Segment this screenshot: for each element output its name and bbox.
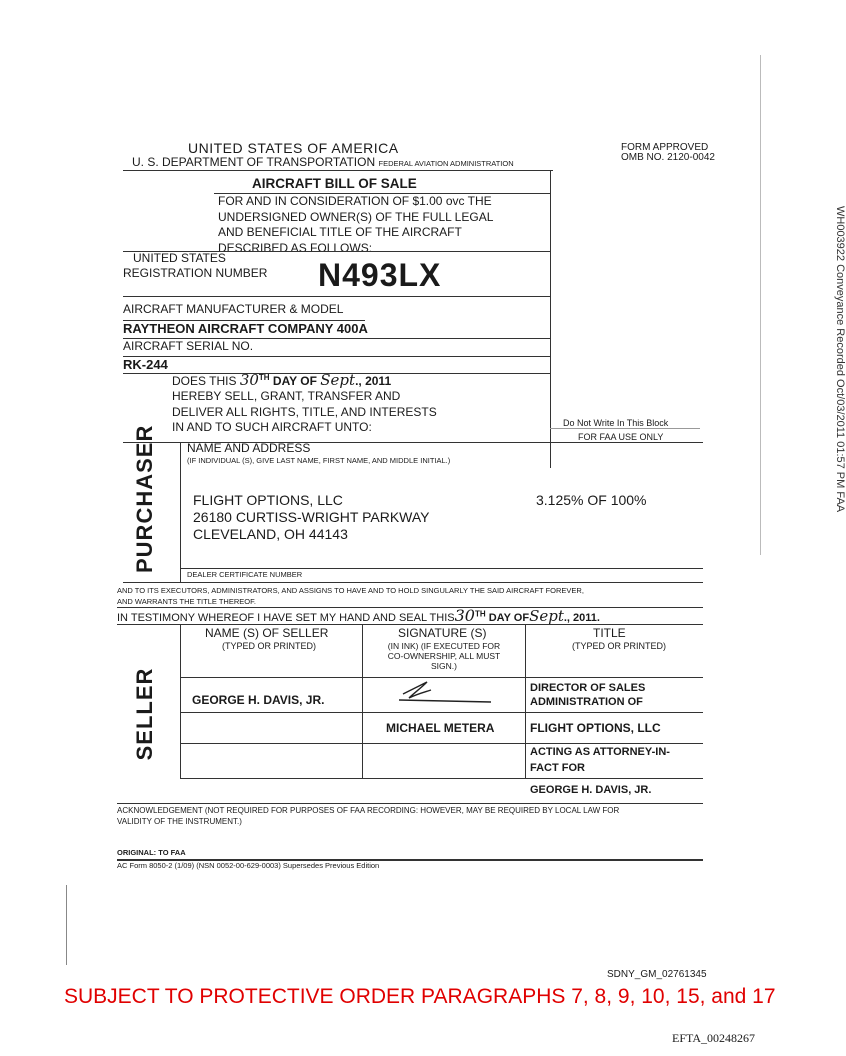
- rule-under-serial-label: [123, 356, 550, 357]
- seller-row-rule: [180, 778, 703, 779]
- seller-title-line-2: ADMINISTRATION OF: [530, 696, 643, 708]
- agency-name: FEDERAL AVIATION ADMINISTRATION: [378, 159, 514, 168]
- recorded-stamp: WH003922 Conveyance Recorded Oct/03/2011 01:57 PM FAA: [834, 206, 846, 513]
- consideration-line: UNDERSIGNED OWNER(S) OF THE FULL LEGAL: [218, 209, 494, 224]
- protective-order-notice: SUBJECT TO PROTECTIVE ORDER PARAGRAPHS 7, 8, 9, 10, 15, and 17: [64, 985, 776, 1008]
- purchaser-name-hint: (IF INDIVIDUAL (S), GIVE LAST NAME, FIRST NAME, AND MIDDLE INITIAL.): [187, 456, 451, 465]
- form-number-footer: AC Form 8050-2 (1/09) (NSN 0052-00-629-0003) Supersedes Previous Edition: [117, 861, 380, 870]
- registration-label-2: REGISTRATION NUMBER: [123, 266, 268, 280]
- rule-top: [123, 170, 553, 171]
- signature-sub-line: CO-OWNERSHIP, ALL MUST: [387, 651, 501, 661]
- faa-block-line-2: FOR FAA USE ONLY: [578, 432, 664, 442]
- rule-faa-block: [550, 428, 700, 429]
- ownership-share: 3.125% OF 100%: [536, 492, 647, 508]
- testimony-prefix: IN TESTIMONY WHEREOF I HAVE SET MY HAND AND SEAL THIS: [117, 612, 455, 624]
- seller-title-line-6: GEORGE H. DAVIS, JR.: [530, 784, 652, 796]
- handwritten-day: 30: [239, 371, 259, 389]
- form-title: AIRCRAFT BILL OF SALE: [252, 176, 417, 191]
- does-this-prefix: DOES THIS: [172, 374, 237, 388]
- efta-number: EFTA_00248267: [672, 1031, 756, 1045]
- department-line: [132, 156, 514, 170]
- seller-row-rule: [180, 743, 703, 744]
- consideration-line: FOR AND IN CONSIDERATION OF $1.00 ovc THE: [218, 194, 492, 208]
- signature-sub-line: (IN INK) (IF EXECUTED FOR: [387, 641, 501, 651]
- does-this-line: [172, 372, 391, 389]
- form-approved: FORM APPROVED: [621, 142, 709, 153]
- manufacturer-value: RAYTHEON AIRCRAFT COMPANY 400A: [123, 321, 368, 336]
- omb-number: OMB NO. 2120-0042: [621, 152, 715, 163]
- rule-above-manufacturer: [123, 296, 550, 297]
- seller-title-line-3: FLIGHT OPTIONS, LLC: [530, 721, 661, 735]
- scan-edge-left: [66, 885, 67, 965]
- country-heading: UNITED STATES OF AMERICA: [188, 140, 399, 156]
- handwritten-day: 30: [454, 606, 475, 625]
- seller-title-line-4: ACTING AS ATTORNEY-IN-: [530, 746, 670, 758]
- sell-line: DELIVER ALL RIGHTS, TITLE, AND INTERESTS: [172, 404, 437, 419]
- handwritten-signature: [395, 680, 495, 708]
- faa-block-line-1: Do Not Write In This Block: [563, 418, 669, 428]
- rule-seller-col-1: [180, 624, 181, 778]
- acknowledgement-line-1: ACKNOWLEDGEMENT (NOT REQUIRED FOR PURPOSES OF FAA RECORDING: HOWEVER, MAY BE REQUIRED BY LOCAL LAW FOR: [117, 806, 620, 815]
- rule-seller-col-3: [525, 624, 526, 778]
- seller-col-name-sub: (TYPED OR PRINTED): [222, 641, 317, 651]
- serial-value: RK-244: [123, 357, 168, 372]
- testimony-line: [117, 607, 600, 625]
- rule-dealer: [180, 568, 703, 569]
- seller-col-name-title: NAME (S) OF SELLER: [205, 626, 329, 640]
- seller-col-signature-sub: [370, 641, 518, 671]
- rule-vertical-right: [550, 170, 551, 468]
- sell-line: HEREBY SELL, GRANT, TRANSFER AND: [172, 389, 401, 403]
- seller-col-signature-title: SIGNATURE (S): [398, 626, 487, 640]
- purchaser-side-label: PURCHASER: [132, 424, 157, 573]
- rule-above-acknowledgement: [117, 803, 703, 804]
- sell-line: IN AND TO SUCH AIRCRAFT UNTO:: [172, 420, 372, 434]
- rule-under-dealer: [123, 582, 703, 583]
- seller-name: GEORGE H. DAVIS, JR.: [192, 693, 325, 707]
- serial-label: AIRCRAFT SERIAL NO.: [123, 339, 254, 353]
- acknowledgement-line-2: VALIDITY OF THE INSTRUMENT.): [117, 817, 242, 826]
- assigns-line-1: AND TO ITS EXECUTORS, ADMINISTRATORS, AND ASSIGNS TO HAVE AND TO HOLD SINGULARLY THE SAID AIRCRAFT FOREVER,: [117, 586, 584, 595]
- consideration-text: [218, 194, 493, 256]
- seller-col-title-sub: (TYPED OR PRINTED): [572, 641, 667, 651]
- th-suffix: TH: [474, 609, 486, 619]
- seller-side-label: SELLER: [132, 667, 157, 761]
- seller-signer-name: MICHAEL METERA: [386, 721, 495, 735]
- registration-number: N493LX: [318, 257, 442, 293]
- handwritten-month: Sept: [529, 607, 564, 625]
- seller-title-line-5: FACT FOR: [530, 762, 585, 774]
- consideration-line: AND BENEFICIAL TITLE OF THE AIRCRAFT: [218, 225, 462, 239]
- sale-year: ., 2011: [355, 374, 392, 388]
- dealer-certificate-label: DEALER CERTIFICATE NUMBER: [187, 570, 303, 579]
- sell-text: [172, 389, 437, 436]
- purchaser-name-label: NAME AND ADDRESS: [187, 441, 311, 455]
- rule-under-testimony: [117, 624, 703, 625]
- seller-row-rule: [180, 677, 703, 678]
- th-suffix: TH: [258, 373, 270, 382]
- department-name: U. S. DEPARTMENT OF TRANSPORTATION: [132, 155, 376, 169]
- rule-purchaser-left: [180, 442, 181, 582]
- original-to-faa: ORIGINAL: TO FAA: [117, 848, 186, 857]
- assigns-line-2: AND WARRANTS THE TITLE THEREOF.: [117, 597, 256, 606]
- day-of-label: DAY OF: [488, 612, 530, 624]
- day-of-label: DAY OF: [272, 374, 317, 388]
- signature-sub-line: SIGN.): [431, 661, 457, 671]
- handwritten-month: Sept: [320, 371, 356, 389]
- consideration-line: DESCRIBED AS FOLLOWS:: [218, 240, 373, 255]
- seller-row-rule: [180, 712, 703, 713]
- purchaser-street: 26180 CURTISS-WRIGHT PARKWAY: [193, 509, 430, 525]
- registration-label-1: UNITED STATES: [133, 251, 226, 265]
- seller-title-line-1: DIRECTOR OF SALES: [530, 682, 646, 694]
- purchaser-name: FLIGHT OPTIONS, LLC: [193, 492, 343, 508]
- seller-col-title-title: TITLE: [593, 626, 626, 640]
- rule-seller-col-2: [362, 624, 363, 778]
- testimony-year: ., 2011.: [563, 612, 600, 624]
- manufacturer-label: AIRCRAFT MANUFACTURER & MODEL: [123, 302, 344, 316]
- purchaser-city: CLEVELAND, OH 44143: [193, 526, 348, 542]
- bates-number: SDNY_GM_02761345: [607, 969, 707, 980]
- scan-edge-right: [760, 55, 761, 555]
